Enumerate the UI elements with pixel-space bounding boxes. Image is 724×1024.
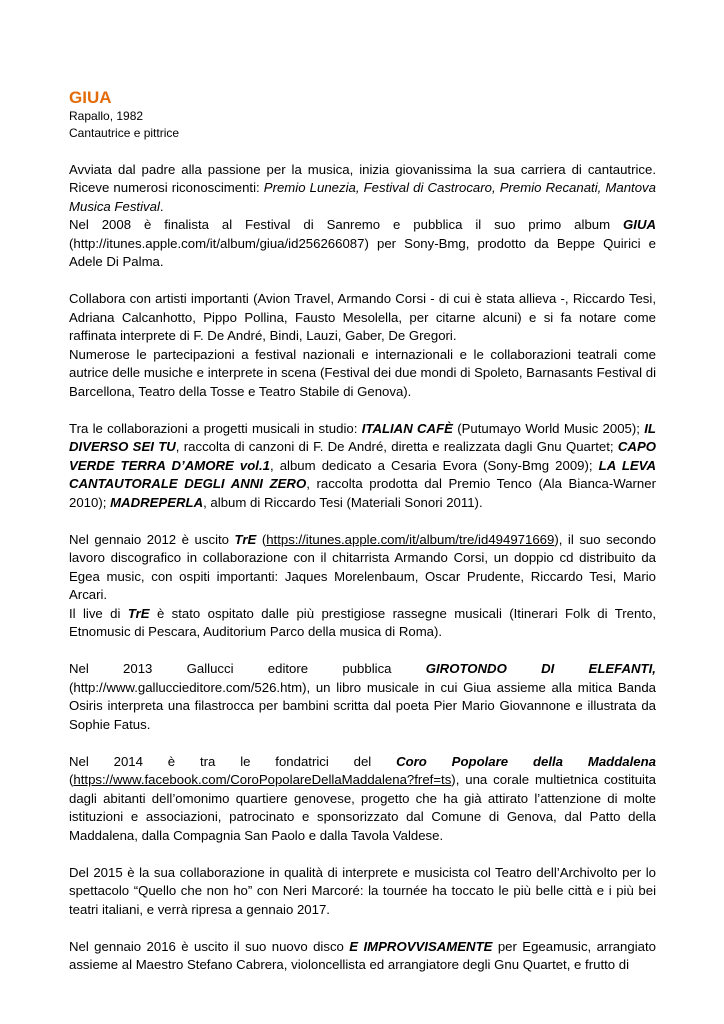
- paragraph-improvvisamente: Nel gennaio 2016 è uscito il suo nuovo disco E IMPROVVISAMENTE per Egeamusic, arrangiato assieme al Maestro Stefano Cabrera, violoncellista ed arrangiatore degli Gnu Quartet, e frutto di: [69, 938, 656, 972]
- paragraph-tre: Nel gennaio 2012 è uscito TrE (https://itunes.apple.com/it/album/tre/id494971669), il suo secondo lavoro discografico in collaborazione con il chitarrista Armando Corsi, un doppio cd distribuito da Egea music, con ospiti importanti: Jaques Morelenbaum, Oscar Prudente, Riccardo Tesi, Mario Arcari. Il live di TrE è stato ospitato dalle più prestigiose rassegne musicali (Itinerari Folk di Trento, Etnomusic di Pescara, Auditorium Parco della musica di Roma).: [69, 531, 656, 639]
- itunes-tre-link[interactable]: https://itunes.apple.com/it/album/tre/id494971669: [266, 531, 555, 547]
- album-capo-verde: CAPO VERDE TERRA D’AMORE vol.1: [69, 439, 656, 473]
- book-girotondo: GIROTONDO: [425, 661, 507, 676]
- artist-role: Cantautrice e pittrice: [69, 126, 180, 140]
- album-e-improvvisamente: E IMPROVVISAMENTE: [349, 938, 493, 954]
- paragraph-studio-projects: Tra le collaborazioni a progetti musicali in studio: ITALIAN CAFÈ (Putumayo World Music 2005); IL DIVERSO SEI TU, raccolta di canzoni di F. De André, diretta e realizzata dagli Gnu Quartet; CAPO VERDE TERRA D’AMORE vol.1, album dedicato a Cesaria Evora (Sony-Bmg 2009); LA LEVA CANTAUTORALE DEGLI ANNI ZERO, raccolta prodotta dal Premio Tenco (Ala Bianca-Warner 2010); MADREPERLA, album di Riccardo Tesi (Materiali Sonori 2011).: [69, 420, 657, 510]
- paragraph-collaborations: Collabora con artisti importanti (Avion Travel, Armando Corsi - di cui è stata allieva -, Riccardo Tesi, Adriana Calcanhotto, Pippo Pollina, Fausto Mesolella, per citarne alcuni) e si fa notare come raffinata interprete di F. De André, Bindi, Lauzi, Gaber, De Gregori. Numerose le partecipazioni a festival nazionali e internazionali e le collaborazioni teatrali come autrice delle musiche e interprete in scena (Festival dei due mondi di Spoleto, Barnasants Festival di Barcellona, Teatro della Tosse e Teatro Stabile di Genova).: [69, 291, 656, 399]
- paragraph-archivolto: Del 2015 è la sua collaborazione in qualità di interprete e musicista col Teatro dell’Archivolto per lo spettacolo “Quello che non ho” con Neri Marcoré: la tournée ha toccato le più belle città e i più bei teatri italiani, e verrà ripresa a gennaio 2017.: [69, 864, 656, 917]
- album-il-diverso-sei-tu: IL DIVERSO SEI TU: [69, 420, 656, 454]
- album-italian-cafe: ITALIAN CAFÈ: [361, 420, 453, 436]
- awards-list: Premio Lunezia, Festival di Castrocaro, Premio Recanati, Mantova Musica Festival: [69, 180, 656, 214]
- coro-popolare-title: Coro: [396, 753, 427, 769]
- facebook-coro-link[interactable]: https://www.facebook.com/CoroPopolareDellaMaddalena?fref=ts: [73, 772, 452, 787]
- paragraph-early-career: Avviata dal padre alla passione per la musica, inizia giovanissima la sua carriera di cantautrice. Riceve numerosi riconoscimenti: Premio Lunezia, Festival di Castrocaro, Premio Recanati, Mantova Musica Festival. Nel 2008 è finalista al Festival di Sanremo e pubblica il suo primo album GIUA (http://itunes.apple.com/it/album/giua/id256266087) per Sony-Bmg, prodotto da Beppe Quirici e Adele Di Palma.: [69, 161, 656, 269]
- paragraph-girotondo: Nel 2013 Gallucci editore pubblica GIROTONDO DI ELEFANTI, (http://www.galluccieditore.com/526.htm), un libro musicale in cui Giua assieme alla mitica Banda Osiris interpreta una filastrocca per bambini scritta dal poeta Pier Mario Giovannone e illustrata da Sophie Fatus.: [69, 661, 656, 732]
- paragraph-coro-maddalena: Nel 2014 è tra le fondatrici del Coro Popolare della Maddalena (https://www.facebook.com/CoroPopolareDellaMaddalena?fref=ts), una corale multietnica costituita dagli abitanti dell’omonimo quartiere genovese, progetto che ha già attirato l’attenzione di molte istituzioni e associazioni, patrocinato e sponsorizzato dal Comune di Genova, dal Patto della Maddalena, dalla Compagnia San Paolo e dalla Tavola Valdese.: [69, 753, 656, 843]
- album-la-leva: LA LEVA CANTAUTORALE DEGLI ANNI ZERO: [69, 457, 657, 491]
- album-tre-live: TrE: [127, 605, 150, 621]
- album-giua: GIUA: [623, 217, 656, 232]
- album-madreperla: MADREPERLA: [110, 494, 204, 510]
- album-tre: TrE: [234, 531, 257, 547]
- birth-info: Rapallo, 1982: [69, 109, 144, 123]
- artist-name-title: GIUA: [69, 88, 112, 107]
